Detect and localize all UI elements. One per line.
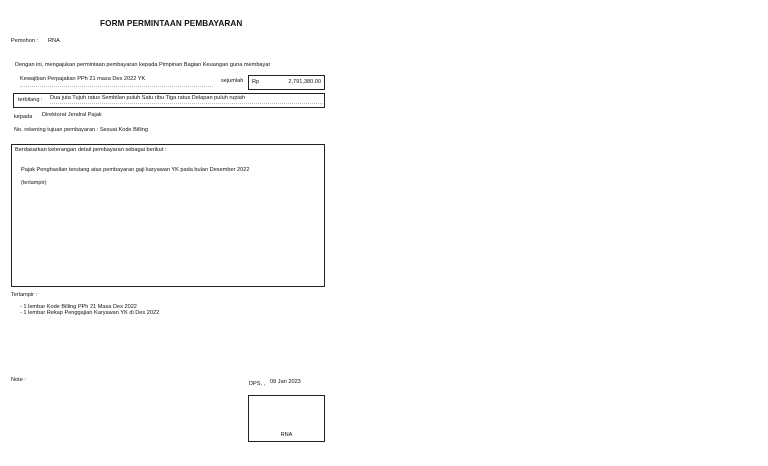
details-line-1: Pajak Penghasilan terutang atas pembayaran gaji karyawan YK pada bulan Desember 2022 — [21, 167, 250, 173]
payment-purpose: Kewajiban Perpajakan PPh 21 masa Des 2022 YK — [20, 76, 146, 82]
document-date: 08 Jan 2023 — [270, 379, 301, 385]
place-label: DPS, , — [249, 381, 266, 387]
recipient-value: Direktorat Jendral Pajak — [42, 112, 102, 118]
purpose-dotted-line — [20, 86, 213, 87]
amount-value: 2,791,380.00 — [288, 79, 321, 85]
signer-name: RNA — [280, 432, 293, 438]
details-header: Berdasarkan keterangan detail pembayaran sebagai berikut : — [15, 147, 167, 153]
account-line: No. rekening tujuan pembayaran : Sesuai Kode Billing — [14, 127, 149, 133]
amount-label: sejumlah — [221, 78, 244, 84]
note-label: Note : — [11, 377, 26, 383]
attachment-item: - 1 lembar Kode Billing PPh 21 Masa Des 2022 — [20, 304, 137, 310]
spelled-dotted-line — [50, 103, 323, 104]
attachment-item: - 1 lembar Rekap Penggajian Karyawan YK di Des 2022 — [20, 310, 160, 316]
currency-label: Rp — [252, 79, 260, 85]
amount-box — [248, 75, 325, 90]
applicant-label: Pemohon : — [11, 38, 39, 44]
form-title: FORM PERMINTAAN PEMBAYARAN — [100, 19, 243, 28]
spelled-value: Dua juta Tujuh ratus Sembilan puluh Satu ribu Tiga ratus Delapan puluh rupiah — [50, 95, 245, 101]
details-box — [11, 144, 325, 287]
recipient-label: kepada — [14, 114, 33, 120]
spelled-label: terbilang : — [18, 97, 43, 103]
intro-text: Dengan ini, mengajukan permintaan pembayaran kepada Pimpinan Bagian Keuangan guna membayar — [15, 62, 271, 68]
details-line-2: (terlampir) — [21, 180, 47, 186]
spelled-amount-box — [13, 93, 325, 108]
attachments-label: Terlampir : — [11, 292, 38, 298]
applicant-value: RNA — [48, 38, 60, 44]
signature-box — [248, 395, 325, 442]
